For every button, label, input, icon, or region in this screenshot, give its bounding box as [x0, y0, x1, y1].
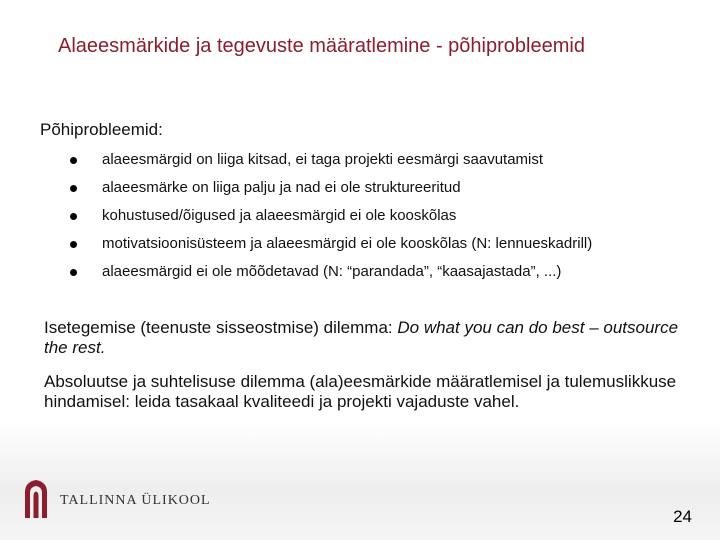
- bullet-text: alaeesmärgid on liiga kitsad, ei taga projekti eesmärgi saavutamist: [102, 151, 544, 168]
- bullet-icon: [70, 241, 77, 248]
- slide-content: [40, 120, 690, 290]
- organization-name: TALLINNA ÜLIKOOL: [60, 493, 211, 508]
- bullet-icon: [70, 213, 77, 220]
- bullet-item: [40, 206, 690, 234]
- bullet-list: [40, 150, 690, 290]
- bullet-item: [40, 262, 690, 290]
- tallinn-university-logo-icon: [22, 478, 50, 518]
- outsourcing-dilemma-quote: Do what you can do best – outsource the rest.: [44, 318, 679, 357]
- page-number: 24: [673, 507, 692, 526]
- slide-title: Alaeesmärkide ja tegevuste määratlemine - põhiprobleemid: [58, 35, 585, 57]
- outsourcing-dilemma-paragraph: [44, 318, 694, 358]
- bullet-icon: [70, 185, 77, 192]
- outsourcing-dilemma-text: Isetegemise (teenuste sisseostmise) dilemma:: [44, 318, 398, 337]
- bullet-icon: [70, 269, 77, 276]
- bullet-text: motivatsioonisüsteem ja alaeesmärgid ei ole kooskõlas (N: lennueskadrill): [102, 235, 593, 252]
- bullet-item: [40, 150, 690, 178]
- section-heading: Põhiprobleemid:: [40, 120, 163, 139]
- bullet-text: alaeesmärke on liiga palju ja nad ei ole struktureeritud: [102, 179, 461, 196]
- bullet-text: kohustused/õigused ja alaeesmärgid ei ole kooskõlas: [102, 207, 457, 224]
- bullet-item: [40, 178, 690, 206]
- absolute-relative-dilemma-paragraph: Absoluutse ja suhtelisuse dilemma (ala)eesmärkide määratlemisel ja tulemuslikkuse hindamisel: leida tasakaal kvaliteedi ja projekti vajaduste vahel.: [44, 372, 677, 411]
- bullet-icon: [70, 157, 77, 164]
- footer-background: [0, 420, 720, 540]
- bullet-text: alaeesmärgid ei ole mõõdetavad (N: “parandada”, “kaasajastada”, ...): [102, 263, 562, 280]
- bullet-item: [40, 234, 690, 262]
